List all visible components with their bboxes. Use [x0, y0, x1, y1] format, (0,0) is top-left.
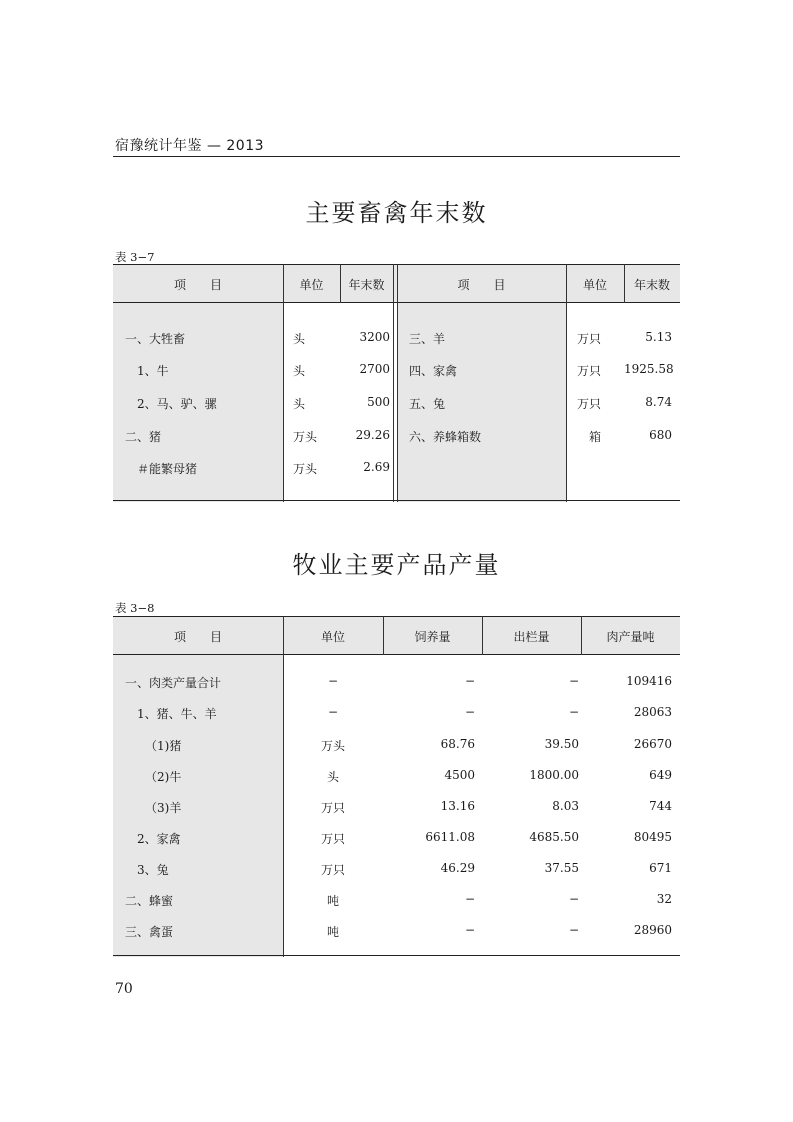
table-row-item: 三、禽蛋 — [125, 925, 174, 939]
table-row-unit: 万只 — [577, 364, 602, 378]
table-row-slaughter: − — [568, 892, 579, 906]
table-row-item: 二、猪 — [125, 430, 162, 444]
table-row-item: 一、大牲畜 — [125, 332, 186, 346]
table-row-stock: − — [464, 705, 475, 719]
table-row-unit: 万只 — [577, 397, 602, 411]
table2-header-unit: 单位 — [320, 630, 345, 644]
table-row-meat: 80495 — [633, 830, 672, 844]
table2-title: 牧业主要产品产量 — [292, 551, 501, 579]
table-row-item: 2、家禽 — [137, 832, 181, 846]
table-row-unit: 头 — [326, 770, 339, 784]
table-row-stock: − — [464, 923, 475, 937]
table-row-item: 六、养蜂箱数 — [409, 430, 482, 444]
table-row-meat: 671 — [649, 861, 672, 875]
table-row-unit: 万只 — [320, 832, 345, 846]
table-row-unit: 箱 — [588, 430, 601, 444]
table2-header-stock: 饲养量 — [414, 630, 451, 644]
table-row-unit: 万只 — [320, 863, 345, 877]
table-row-slaughter: − — [568, 674, 579, 688]
table1-header-item-right: 项 目 — [457, 278, 506, 292]
table2-item-shade — [113, 655, 283, 957]
table1-header-value-left: 年末数 — [348, 278, 385, 292]
table-row-item: 1、牛 — [137, 364, 169, 378]
table-row-slaughter: 37.55 — [544, 861, 579, 875]
livestock-table — [113, 264, 680, 502]
table-row-slaughter: − — [568, 923, 579, 937]
table-row-value: 3200 — [359, 330, 390, 344]
running-title: 宿豫统计年鉴 — 2013 — [115, 138, 265, 154]
table1-header-unit-left: 单位 — [299, 278, 324, 292]
page-number: 70 — [115, 981, 133, 997]
table-row-unit: − — [327, 674, 339, 688]
table-row-item: （3)羊 — [145, 801, 182, 815]
table-row-item: ＃能繁母猪 — [137, 462, 198, 476]
table-row-item: 五、兔 — [409, 397, 446, 411]
table-row-item: 二、蜂蜜 — [125, 894, 174, 908]
table1-title: 主要畜禽年末数 — [305, 199, 488, 227]
table-row-meat: 744 — [649, 799, 672, 813]
table-row-meat: 109416 — [626, 674, 672, 688]
table-row-stock: 68.76 — [440, 737, 475, 751]
running-header — [113, 134, 680, 157]
table-row-slaughter: 8.03 — [552, 799, 579, 813]
table-row-value: 8.74 — [645, 395, 672, 409]
table-row-slaughter: − — [568, 705, 579, 719]
table-row-item: 一、肉类产量合计 — [125, 676, 222, 690]
table-row-unit: 万只 — [577, 332, 602, 346]
table-row-unit: 万头 — [293, 462, 318, 476]
table-row-stock: − — [464, 674, 475, 688]
table-row-item: 3、兔 — [137, 863, 169, 877]
livestock-products-table — [113, 616, 680, 957]
table1-header-unit-right: 单位 — [582, 278, 607, 292]
table-row-item: （2)牛 — [145, 770, 182, 784]
table-row-unit: 吨 — [326, 894, 339, 908]
table-row-value: 5.13 — [645, 330, 672, 344]
table-row-value: 29.26 — [355, 428, 390, 442]
table-row-unit: 万头 — [293, 430, 318, 444]
table-row-unit: 万头 — [320, 739, 345, 753]
table-row-meat: 28063 — [633, 705, 672, 719]
table-row-meat: 26670 — [633, 737, 672, 751]
table-row-value: 500 — [367, 395, 390, 409]
table-row-item: （1)猪 — [145, 739, 182, 753]
table-row-unit: 头 — [293, 397, 306, 411]
table-row-slaughter: 1800.00 — [529, 768, 579, 782]
table2-bottom-rule — [113, 955, 680, 956]
table-row-item: 2、马、驴、骡 — [137, 397, 217, 411]
table-row-item: 四、家禽 — [409, 364, 458, 378]
table2-header-slaughter: 出栏量 — [513, 630, 550, 644]
table-row-meat: 32 — [656, 892, 672, 906]
table-row-stock: 46.29 — [440, 861, 475, 875]
table2-header-item: 项 目 — [173, 630, 222, 644]
table-row-unit: 万只 — [320, 801, 345, 815]
table-row-stock: − — [464, 892, 475, 906]
table-row-item: 三、羊 — [409, 332, 446, 346]
table-row-unit: 头 — [293, 332, 306, 346]
table-row-stock: 4500 — [444, 768, 475, 782]
table-row-unit: 吨 — [326, 925, 339, 939]
table1-header-item-left: 项 目 — [173, 278, 222, 292]
table-row-item: 1、猪、牛、羊 — [137, 707, 217, 721]
table-row-stock: 13.16 — [440, 799, 475, 813]
table1-number: 表 3−7 — [115, 250, 155, 264]
table-row-slaughter: 39.50 — [544, 737, 579, 751]
table-row-value: 2.69 — [363, 460, 390, 474]
table-row-meat: 649 — [649, 768, 672, 782]
table-row-value: 2700 — [359, 362, 390, 376]
table2-number: 表 3−8 — [115, 601, 155, 615]
table-row-value: 1925.58 — [624, 362, 674, 376]
table-row-value: 680 — [649, 428, 672, 442]
table-row-meat: 28960 — [633, 923, 672, 937]
table-row-unit: − — [327, 705, 339, 719]
table-row-unit: 头 — [293, 364, 306, 378]
table1-header-value-right: 年末数 — [633, 278, 670, 292]
table-row-slaughter: 4685.50 — [529, 830, 579, 844]
table-row-stock: 6611.08 — [425, 830, 475, 844]
table2-header-meat: 肉产量吨 — [606, 630, 655, 644]
